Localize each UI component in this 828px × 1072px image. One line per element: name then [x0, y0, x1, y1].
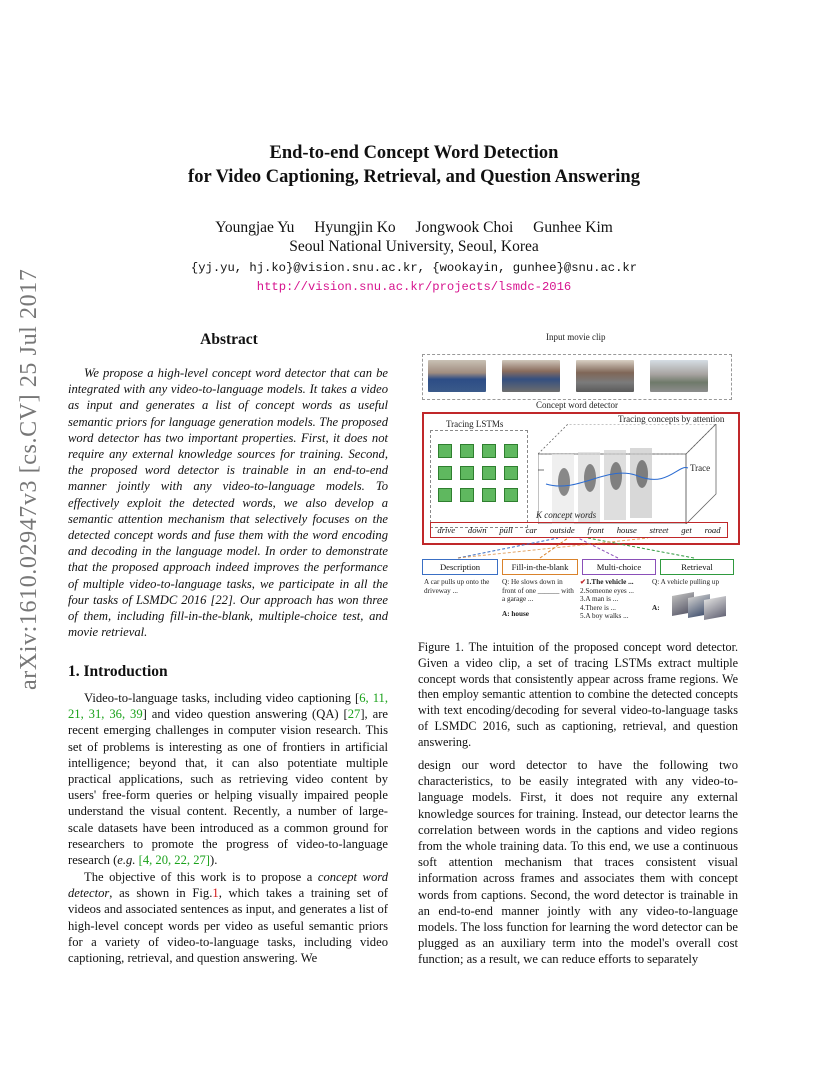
concept-word: down: [467, 525, 487, 535]
input-clip-label: Input movie clip: [546, 332, 606, 342]
detector-label: Concept word detector: [536, 400, 618, 410]
concept-word: outside: [549, 525, 575, 535]
checkmark-icon: ✔: [580, 578, 587, 586]
multi-choice-options: [580, 578, 656, 621]
task-retrieval-box: Retrieval: [660, 559, 734, 575]
author-list: [0, 218, 828, 238]
title-line-2: for Video Captioning, Retrieval, and Question Answering: [188, 167, 640, 187]
concept-word: drive: [437, 525, 456, 535]
lstm-cell: [460, 488, 474, 502]
retrieval-query: Q: A vehicle pulling up: [652, 578, 720, 586]
text-run: The objective of this work is to propose a: [84, 870, 318, 884]
description-example: A car pulls up onto the driveway ...: [424, 578, 490, 595]
abstract-text: We propose a high-level concept word detector that can be integrated with any video-to-language models. It takes a video as input and generates a list of concept words as useful semantic priors for language generation models. The proposed word detector has two important properties. First, it does not require any external knowledge sources for training. Second, the proposed word detector is trainable in an end-to-end manner jointly with any video-to-language models. To effectively exploit the detected words, we also develop a semantic attention mechanism that selectively focuses on the detected concept words and fuse them with the word encoding and decoding in the language model. In order to demonstrate that the proposed approach indeed improves the performance of multiple video-to-language tasks, we participate in all the four tasks of LSMDC 2016 [22]. Our approach has won three of them, including fill-in-the-blank, multiple-choice test, and movie retrieval.: [68, 366, 388, 640]
citation-link[interactable]: 6, 11, 21, 31, 36, 39: [68, 691, 388, 722]
lstm-cell: [438, 444, 452, 458]
text-run: , as shown in Fig.: [109, 886, 213, 901]
task-fill-in-blank-box: Fill-in-the-blank: [502, 559, 578, 575]
lstm-cell: [482, 466, 496, 480]
figure-1-caption: Figure 1. The intuition of the proposed concept word detector. Given a video clip, a set of tracing LSTMs extract multiple concept words that consistently appear across frame regions. We then employ semantic attention to combine the detected concepts with text encoding/decoding for several video-to-language tasks of LSMDC 2016, such as captioning, retrieval, and question answering.: [418, 640, 738, 749]
affiliation: Seoul National University, Seoul, Korea: [289, 238, 539, 255]
text-run: ], are recent emerging challenges in computer vision research. This set of problems is interesting as one of frontiers in artificial intelligence; beyond that, it can also potentiate multiple practical applications, such as retrieving video content by users' free-form queries or helping visually impaired people understand the visual content. Recently, a number of large-scale datasets have been introduced as a common ground for researchers to promote the progress of video-to-language research (: [68, 707, 388, 868]
concept-word: road: [704, 525, 721, 535]
retrieval-thumbnail: [704, 596, 726, 620]
task-multi-choice-box: Multi-choice: [582, 559, 656, 575]
intro-paragraph-1: [68, 690, 388, 868]
lstm-cell: [438, 488, 452, 502]
text-run: concept word detector: [68, 870, 388, 901]
task-description-box: Description: [422, 559, 498, 575]
text-run: e.g.: [117, 853, 136, 868]
option: 4.There is ...: [580, 603, 616, 612]
figure-1: [418, 332, 740, 622]
attention-volume-diagram: [538, 424, 718, 524]
introduction-heading: 1. Introduction: [68, 663, 168, 680]
concept-word: get: [681, 525, 692, 535]
task-connectors: [418, 538, 740, 560]
text-run: ] and video question answering (QA) [: [142, 707, 348, 722]
video-frame-thumbnail: [428, 360, 486, 392]
right-column-paragraph: design our word detector to have the following two characteristics, to be easily integrated with any video-to-language models. First, it does not require any external knowledge sources for training. Instead, our detector learns the correlation between words in the captions and video regions from the whole training data. To this end, we use a continuous soft attention mechanism that traces consistent visual information across frames and associates them with concept words from captions. Second, the word detector is trainable in an end-to-end manner jointly with any video-to-language models. The loss function for learning the word detector can be plugged as an auxiliary term into the model's overall cost function; as a result, we can reduce efforts to separately: [418, 758, 738, 967]
project-url-link[interactable]: http://vision.snu.ac.kr/projects/lsmdc-2016: [256, 280, 572, 294]
lstm-cell: [504, 466, 518, 480]
lstm-cell: [438, 466, 452, 480]
concept-word: pull: [499, 525, 513, 535]
citation-link[interactable]: 27: [347, 707, 361, 722]
lstm-cell: [482, 488, 496, 502]
retrieval-answer-label: A:: [652, 604, 660, 612]
lstm-cell: [504, 488, 518, 502]
text-run: ).: [210, 853, 218, 868]
citation-link[interactable]: [4, 20, 22, 27]: [135, 853, 210, 868]
paper-title: [0, 141, 828, 189]
trace-label: Trace: [690, 463, 711, 473]
author: Youngjae Yu: [215, 219, 295, 236]
k-concept-words-label: K concept words: [536, 510, 597, 520]
lstm-cell: [460, 444, 474, 458]
abstract-heading: Abstract: [200, 331, 258, 348]
video-frame-thumbnail: [576, 360, 634, 392]
author: Gunhee Kim: [533, 219, 613, 236]
title-line-1: End-to-end Concept Word Detection: [269, 143, 559, 163]
concept-word: front: [587, 525, 604, 535]
arxiv-identifier: arXiv:1610.02947v3 [cs.CV] 25 Jul 2017: [16, 268, 42, 690]
option: 2.Someone eyes ...: [580, 586, 634, 595]
author-emails: {yj.yu, hj.ko}@vision.snu.ac.kr, {wookayin, gunhee}@snu.ac.kr: [190, 261, 638, 275]
concept-word: car: [525, 525, 538, 535]
concept-word: street: [649, 525, 669, 535]
text-run: Video-to-language tasks, including video captioning [: [84, 691, 360, 705]
option: 1.The vehicle ...: [586, 578, 634, 586]
fill-question: Q: He slows down in front of one ______ with a garage ...: [502, 578, 574, 604]
tracing-lstms-label: Tracing LSTMs: [446, 419, 504, 429]
video-frame-thumbnail: [502, 360, 560, 392]
video-frame-thumbnail: [650, 360, 708, 392]
option: 3.A man is ...: [580, 595, 619, 604]
concept-word-bar: [430, 522, 728, 538]
lstm-cell: [504, 444, 518, 458]
lstm-cell: [482, 444, 496, 458]
fill-answer: A: house: [502, 610, 529, 618]
attention-label: Tracing concepts by attention: [618, 414, 725, 424]
intro-paragraph-2: [68, 869, 388, 966]
lstm-cell: [460, 466, 474, 480]
figure-reference-link[interactable]: 1: [212, 886, 219, 901]
text-run: , which takes a training set of videos and associated sentences as input, and generates a list of high-level concept words per video as useful semantic priors for a variety of video-to-language tasks, including video captioning, retrieval, and question answering. We: [68, 886, 388, 966]
option: 5.A boy walks ...: [580, 612, 629, 621]
author: Hyungjin Ko: [314, 219, 396, 236]
concept-word: house: [616, 525, 637, 535]
author: Jongwook Choi: [415, 219, 514, 236]
